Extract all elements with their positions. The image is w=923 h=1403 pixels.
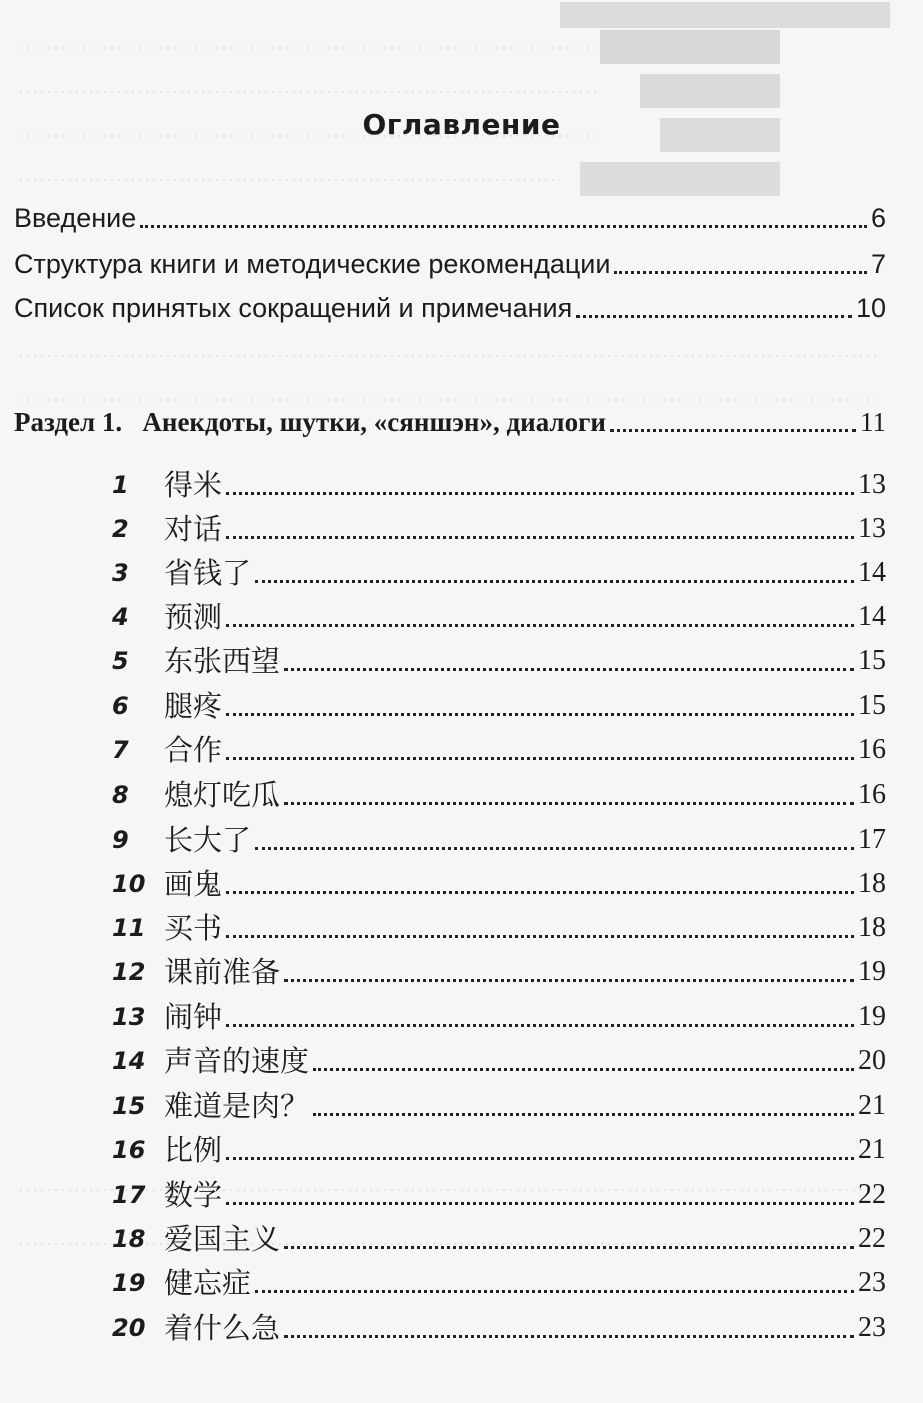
item-title: 预测 xyxy=(164,600,223,634)
toc-leader-dots xyxy=(226,492,854,495)
toc-page-number: 23 xyxy=(858,1312,886,1343)
toc-entry-label: Введение xyxy=(14,203,137,233)
toc-leader-dots xyxy=(313,1113,854,1116)
toc-page-number: 14 xyxy=(858,557,886,588)
toc-page-number: 23 xyxy=(858,1267,886,1298)
item-title: 数学 xyxy=(164,1178,223,1212)
item-number: 2 xyxy=(112,515,129,543)
toc-page-number: 16 xyxy=(858,734,886,765)
toc-page-number: 13 xyxy=(858,513,886,544)
item-number: 12 xyxy=(112,958,146,986)
toc-leader-dots xyxy=(226,891,854,894)
toc-item[interactable] xyxy=(112,1175,886,1215)
item-title: 东张西望 xyxy=(164,644,281,678)
toc-item[interactable] xyxy=(112,509,886,549)
toc-leader-dots xyxy=(284,979,854,982)
toc-leader-dots xyxy=(226,935,854,938)
toc-item[interactable] xyxy=(112,864,886,904)
item-number: 6 xyxy=(112,692,129,720)
item-title: 合作 xyxy=(164,733,223,767)
toc-item[interactable] xyxy=(112,686,886,726)
item-title: 买书 xyxy=(164,911,223,945)
item-number: 20 xyxy=(112,1314,146,1342)
toc-item[interactable] xyxy=(112,1219,886,1259)
toc-leader-dots xyxy=(226,536,854,539)
item-title: 闹钟 xyxy=(164,1000,223,1034)
toc-page-number: 18 xyxy=(858,912,886,943)
toc-page-number: 6 xyxy=(870,203,886,233)
toc-leader-dots xyxy=(614,271,867,274)
toc-leader-dots xyxy=(284,668,854,671)
toc-leader-dots xyxy=(226,624,854,627)
toc-leader-dots xyxy=(255,847,854,850)
item-title: 爱国主义 xyxy=(164,1222,281,1256)
item-number: 15 xyxy=(112,1092,146,1120)
item-title: 画鬼 xyxy=(164,867,223,901)
toc-page-number: 11 xyxy=(860,407,886,437)
toc-page-number: 22 xyxy=(858,1223,886,1254)
toc-entry-abbreviations[interactable] xyxy=(14,288,886,328)
toc-leader-dots xyxy=(226,1202,854,1205)
toc-item[interactable] xyxy=(112,1308,886,1348)
toc-leader-dots xyxy=(284,802,854,805)
toc-page-number: 15 xyxy=(858,690,886,721)
toc-leader-dots xyxy=(610,429,856,432)
toc-leader-dots xyxy=(313,1068,854,1071)
section-label: Раздел 1. Анекдоты, шутки, «сяншэн», диалоги xyxy=(14,407,606,437)
toc-item[interactable] xyxy=(112,730,886,770)
page-title: Оглавление xyxy=(362,108,561,141)
toc-page-number: 19 xyxy=(858,1001,886,1032)
toc-leader-dots xyxy=(576,315,852,318)
item-number: 9 xyxy=(112,826,129,854)
toc-page-number: 13 xyxy=(858,469,886,500)
toc-item[interactable] xyxy=(112,820,886,860)
toc-page-number: 14 xyxy=(858,601,886,632)
toc-item[interactable] xyxy=(112,465,886,505)
toc-item[interactable] xyxy=(112,1263,886,1303)
item-number: 4 xyxy=(112,603,129,631)
toc-leader-dots xyxy=(255,580,854,583)
toc-item[interactable] xyxy=(112,997,886,1037)
item-title: 腿疼 xyxy=(164,689,223,723)
item-title: 声音的速度 xyxy=(164,1044,310,1078)
toc-page-number: 20 xyxy=(858,1045,886,1076)
toc-leader-dots xyxy=(140,225,867,228)
toc-item[interactable] xyxy=(112,775,886,815)
toc-leader-dots xyxy=(226,1157,854,1160)
toc-item[interactable] xyxy=(112,1086,886,1126)
toc-leader-dots xyxy=(255,1290,854,1293)
item-number: 17 xyxy=(112,1181,146,1209)
item-number: 1 xyxy=(112,471,129,499)
toc-leader-dots xyxy=(226,713,854,716)
item-title: 得米 xyxy=(164,468,223,502)
item-title: 长大了 xyxy=(164,823,252,857)
item-number: 10 xyxy=(112,870,146,898)
toc-page-number: 15 xyxy=(858,645,886,676)
toc-page-number: 7 xyxy=(870,249,886,279)
toc-page-number: 17 xyxy=(858,824,886,855)
item-number: 18 xyxy=(112,1225,146,1253)
item-title: 熄灯吃瓜 xyxy=(164,778,281,812)
item-number: 13 xyxy=(112,1003,146,1031)
toc-leader-dots xyxy=(284,1335,854,1338)
toc-item[interactable] xyxy=(112,553,886,593)
item-number: 19 xyxy=(112,1269,146,1297)
toc-item[interactable] xyxy=(112,1130,886,1170)
toc-leader-dots xyxy=(284,1246,854,1249)
toc-item[interactable] xyxy=(112,641,886,681)
toc-entry-structure[interactable] xyxy=(14,244,886,284)
item-title: 省钱了 xyxy=(164,556,252,590)
toc-entry-label: Структура книги и методические рекомендации xyxy=(14,249,611,279)
toc-page-number: 21 xyxy=(858,1134,886,1165)
toc-page-number: 19 xyxy=(858,956,886,987)
toc-item[interactable] xyxy=(112,952,886,992)
item-number: 8 xyxy=(112,781,129,809)
toc-page-number: 22 xyxy=(858,1179,886,1210)
toc-item[interactable] xyxy=(112,908,886,948)
item-title: 着什么急 xyxy=(164,1311,281,1345)
toc-page-number: 21 xyxy=(858,1090,886,1121)
item-title: 课前准备 xyxy=(164,955,281,989)
item-number: 7 xyxy=(112,736,129,764)
item-title: 难道是肉？ xyxy=(164,1089,310,1123)
toc-leader-dots xyxy=(226,757,854,760)
toc-entry-introduction[interactable] xyxy=(14,198,886,238)
item-number: 11 xyxy=(112,914,146,942)
item-number: 16 xyxy=(112,1136,146,1164)
toc-leader-dots xyxy=(226,1024,854,1027)
toc-page-number: 16 xyxy=(858,779,886,810)
toc-item[interactable] xyxy=(112,1041,886,1081)
toc-page-number: 18 xyxy=(858,868,886,899)
toc-page-number: 10 xyxy=(855,293,886,323)
item-title: 健忘症 xyxy=(164,1266,252,1300)
item-title: 对话 xyxy=(164,512,223,546)
item-number: 5 xyxy=(112,647,129,675)
toc-section-1[interactable] xyxy=(14,402,886,442)
item-number: 14 xyxy=(112,1047,146,1075)
item-number: 3 xyxy=(112,559,129,587)
toc-item[interactable] xyxy=(112,597,886,637)
toc-entry-label: Список принятых сокращений и примечания xyxy=(14,293,573,323)
item-title: 比例 xyxy=(164,1133,223,1167)
